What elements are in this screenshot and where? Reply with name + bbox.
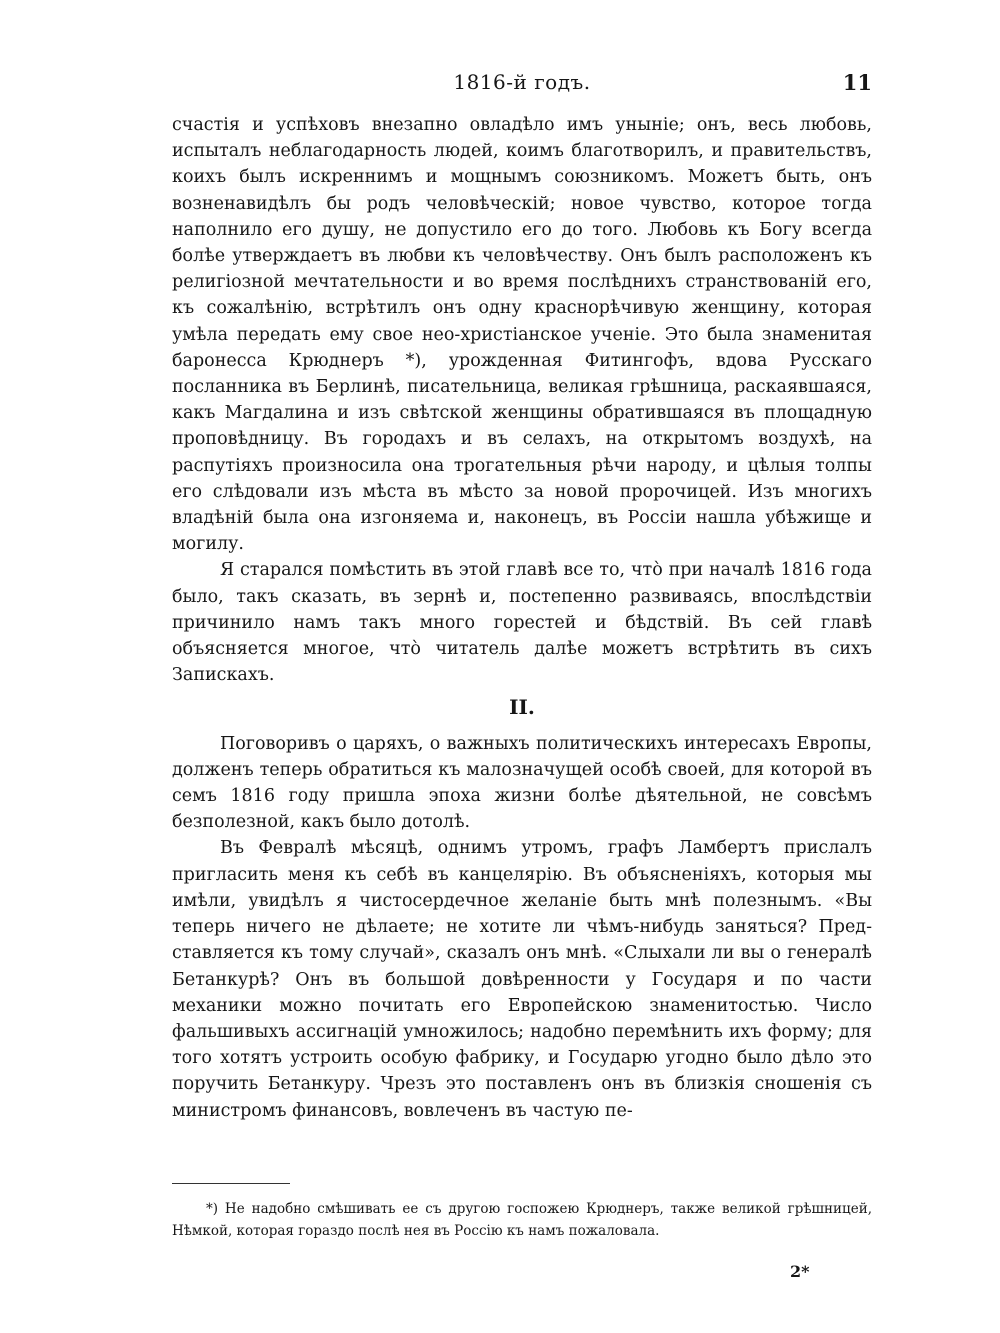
footnote: *) Не надобно смѣшивать ее съ другою госпожею Крюднеръ, также великой грѣшницей, Нѣмкой, которая гораздо послѣ нея въ Россію къ намъ пожаловала.	[172, 1201, 872, 1239]
paragraph-2: Я старался помѣстить въ этой главѣ все то, что̀ при началѣ 1816 года было, такъ сказать, въ зернѣ и, постепенно развиваясь, впослѣдствіи причинило намъ такъ много горестей и бѣдствій. Въ сей главѣ объясняется многое, что̀ читатель далѣе можетъ встрѣтить въ сихъ Запискахъ.	[172, 560, 872, 686]
page-header	[172, 70, 872, 100]
main-text	[172, 112, 872, 1124]
signature-mark: 2*	[790, 1262, 810, 1281]
paragraph-3: Поговоривъ о царяхъ, о важныхъ политическихъ интересахъ Европы, долженъ теперь обратиться къ малозначущей особѣ своей, для которой въ семъ 1816 году пришла эпоха жизни болѣе дѣятельной, не совсѣмъ безполезной, какъ было дотолѣ.	[172, 733, 872, 833]
page-number: 11	[842, 70, 872, 95]
section-heading: II.	[509, 695, 535, 720]
paragraph-1: счастія и успѣховъ внезапно овладѣло имъ уныніе; онъ, весь любовь, испыталъ неблагодарность людей, коимъ благотворилъ, и правительствъ, коихъ былъ искреннимъ и мощнымъ союзникомъ. Можетъ быть, онъ возненавидѣлъ бы родъ человѣческій; новое чувство, которое тогда наполнило его душу, не допустило его до того. Любовь къ Богу всегда болѣе утверждаетъ въ любви къ человѣчеству. Онъ былъ расположенъ къ религіозной мечтательности и во время послѣднихъ странствованій его, къ сожалѣнію, встрѣтилъ онъ одну краснорѣчивую женщину, которая умѣла передать ему свое нео-христіанское ученіе. Это была знаменитая баронесса Крюднеръ *), урожденная Фитингофъ, вдова Русскаго посланника въ Берлинѣ, писательница, великая грѣшница, раскаявшаяся, какъ Магдалина и изъ свѣтской женщины обратившаяся въ площадную проповѣдницу. Въ городахъ и въ селахъ, на открытомъ воздухѣ, на распутіяхъ произносила она трогательныя рѣчи народу, и цѣлыя толпы его слѣдовали изъ мѣста въ мѣсто за новой пророчицей. Изъ многихъ владѣній была она изгоняема и, наконецъ, въ Россіи нашла убѣжище и могилу.	[172, 115, 872, 555]
paragraph-4: Въ Февралѣ мѣсяцѣ, однимъ утромъ, графъ Ламбертъ прислалъ пригласить меня къ себѣ въ канцелярію. Въ объясненіяхъ, которыя мы имѣли, увидѣлъ я чистосердечное желаніе быть мнѣ полезнымъ. «Вы теперь ничего не дѣлаете; не хотите ли чѣмъ-нибудь заняться? Представляется къ тому случай», сказалъ онъ мнѣ. «Слыхали ли вы о генералѣ Бетанкурѣ? Онъ въ большой довѣренности у Государя и по части механики можно почитать его Европейскою знаменитостью. Число фальшивыхъ ассигнацій умножилось; надобно перемѣнить ихъ форму; для того хотятъ устроить особую фабрику, и Государю угодно было дѣло это поручить Бетанкуру. Чрезъ это поставленъ онъ въ близкія сношенія съ министромъ финансовъ, вовлеченъ въ частую пе-	[172, 838, 872, 1121]
footnote-divider	[172, 1183, 290, 1184]
running-title: 1816-й годъ.	[453, 70, 591, 94]
